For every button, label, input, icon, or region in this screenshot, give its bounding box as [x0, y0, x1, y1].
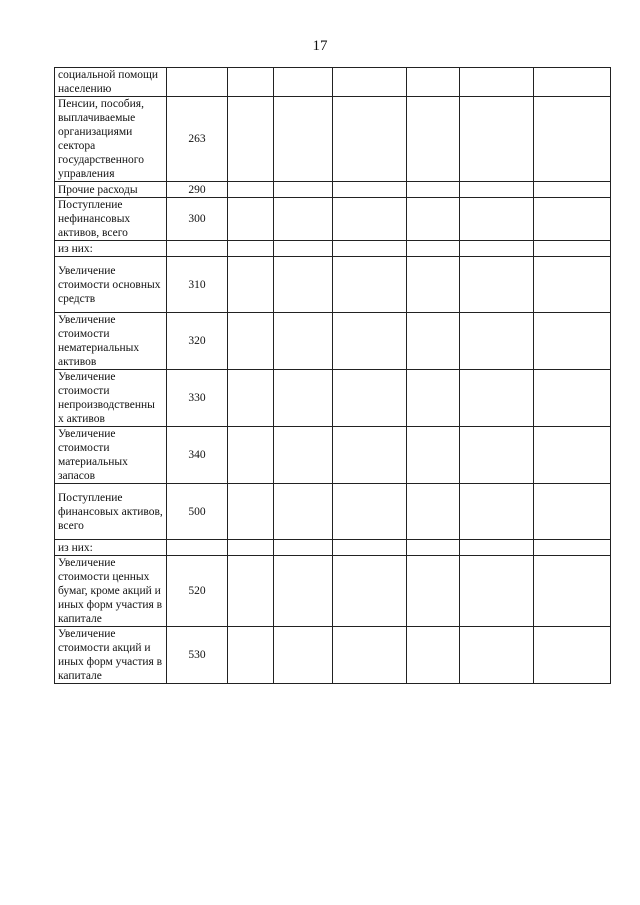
empty-cell — [534, 241, 611, 257]
row-code — [167, 68, 228, 97]
empty-cell — [333, 68, 407, 97]
row-code: 530 — [167, 627, 228, 684]
empty-cell — [274, 257, 333, 313]
empty-cell — [228, 257, 274, 313]
row-name: социальной помощи населению — [55, 68, 167, 97]
empty-cell — [228, 313, 274, 370]
table-row — [55, 370, 611, 427]
row-code: 500 — [167, 484, 228, 540]
table-body — [55, 68, 611, 684]
empty-cell — [333, 97, 407, 182]
row-name: Пенсии, пособия, выплачиваемые организациями сектора государственного управления — [55, 97, 167, 182]
row-name: Увеличение стоимости акций и иных форм участия в капитале — [55, 627, 167, 684]
empty-cell — [407, 182, 460, 198]
empty-cell — [407, 198, 460, 241]
empty-cell — [274, 68, 333, 97]
empty-cell — [460, 241, 534, 257]
empty-cell — [228, 370, 274, 427]
empty-cell — [460, 556, 534, 627]
table-row — [55, 556, 611, 627]
empty-cell — [534, 627, 611, 684]
empty-cell — [274, 97, 333, 182]
row-name: из них: — [55, 540, 167, 556]
table-row — [55, 182, 611, 198]
row-name: Увеличение стоимости ценных бумаг, кроме акций и иных форм участия в капитале — [55, 556, 167, 627]
empty-cell — [407, 313, 460, 370]
row-code: 320 — [167, 313, 228, 370]
empty-cell — [407, 68, 460, 97]
empty-cell — [407, 627, 460, 684]
empty-cell — [274, 370, 333, 427]
row-code: 310 — [167, 257, 228, 313]
table-row — [55, 627, 611, 684]
empty-cell — [460, 627, 534, 684]
row-code: 520 — [167, 556, 228, 627]
empty-cell — [460, 427, 534, 484]
empty-cell — [333, 556, 407, 627]
empty-cell — [534, 313, 611, 370]
empty-cell — [534, 257, 611, 313]
table-row — [55, 257, 611, 313]
empty-cell — [333, 257, 407, 313]
row-name: Поступление финансовых активов, всего — [55, 484, 167, 540]
empty-cell — [534, 484, 611, 540]
empty-cell — [228, 427, 274, 484]
empty-cell — [534, 370, 611, 427]
empty-cell — [534, 540, 611, 556]
empty-cell — [407, 370, 460, 427]
row-name: Увеличение стоимости основных средств — [55, 257, 167, 313]
empty-cell — [460, 198, 534, 241]
empty-cell — [460, 540, 534, 556]
empty-cell — [407, 484, 460, 540]
empty-cell — [228, 484, 274, 540]
empty-cell — [274, 540, 333, 556]
table-row — [55, 427, 611, 484]
empty-cell — [228, 97, 274, 182]
empty-cell — [407, 241, 460, 257]
row-code: 330 — [167, 370, 228, 427]
table-row — [55, 313, 611, 370]
table-row — [55, 198, 611, 241]
row-code — [167, 540, 228, 556]
empty-cell — [228, 198, 274, 241]
empty-cell — [274, 627, 333, 684]
empty-cell — [333, 627, 407, 684]
empty-cell — [333, 198, 407, 241]
empty-cell — [333, 484, 407, 540]
empty-cell — [407, 97, 460, 182]
empty-cell — [228, 540, 274, 556]
table-row — [55, 241, 611, 257]
empty-cell — [333, 370, 407, 427]
empty-cell — [274, 484, 333, 540]
empty-cell — [534, 556, 611, 627]
page-number: 17 — [312, 38, 328, 54]
empty-cell — [460, 182, 534, 198]
row-code: 263 — [167, 97, 228, 182]
empty-cell — [274, 427, 333, 484]
empty-cell — [333, 313, 407, 370]
empty-cell — [274, 182, 333, 198]
empty-cell — [534, 97, 611, 182]
empty-cell — [534, 68, 611, 97]
table-row — [55, 540, 611, 556]
empty-cell — [333, 427, 407, 484]
empty-cell — [534, 182, 611, 198]
empty-cell — [228, 627, 274, 684]
row-name: Поступление нефинансовых активов, всего — [55, 198, 167, 241]
row-code — [167, 241, 228, 257]
empty-cell — [460, 68, 534, 97]
empty-cell — [407, 427, 460, 484]
empty-cell — [274, 241, 333, 257]
table-row — [55, 97, 611, 182]
empty-cell — [333, 241, 407, 257]
empty-cell — [534, 198, 611, 241]
report-table — [54, 67, 611, 684]
empty-cell — [407, 556, 460, 627]
row-code: 290 — [167, 182, 228, 198]
empty-cell — [460, 313, 534, 370]
row-code: 340 — [167, 427, 228, 484]
empty-cell — [228, 241, 274, 257]
empty-cell — [407, 257, 460, 313]
row-name: из них: — [55, 241, 167, 257]
empty-cell — [534, 427, 611, 484]
table-row — [55, 484, 611, 540]
empty-cell — [407, 540, 460, 556]
empty-cell — [228, 556, 274, 627]
row-name: Увеличение стоимости нематериальных активов — [55, 313, 167, 370]
empty-cell — [333, 540, 407, 556]
row-name: Прочие расходы — [55, 182, 167, 198]
empty-cell — [460, 97, 534, 182]
empty-cell — [333, 182, 407, 198]
row-code: 300 — [167, 198, 228, 241]
empty-cell — [274, 313, 333, 370]
empty-cell — [460, 370, 534, 427]
empty-cell — [460, 257, 534, 313]
empty-cell — [228, 68, 274, 97]
empty-cell — [460, 484, 534, 540]
row-name: Увеличение стоимости материальных запасов — [55, 427, 167, 484]
empty-cell — [228, 182, 274, 198]
empty-cell — [274, 556, 333, 627]
table-row — [55, 68, 611, 97]
row-name: Увеличение стоимости непроизводственны х активов — [55, 370, 167, 427]
empty-cell — [274, 198, 333, 241]
